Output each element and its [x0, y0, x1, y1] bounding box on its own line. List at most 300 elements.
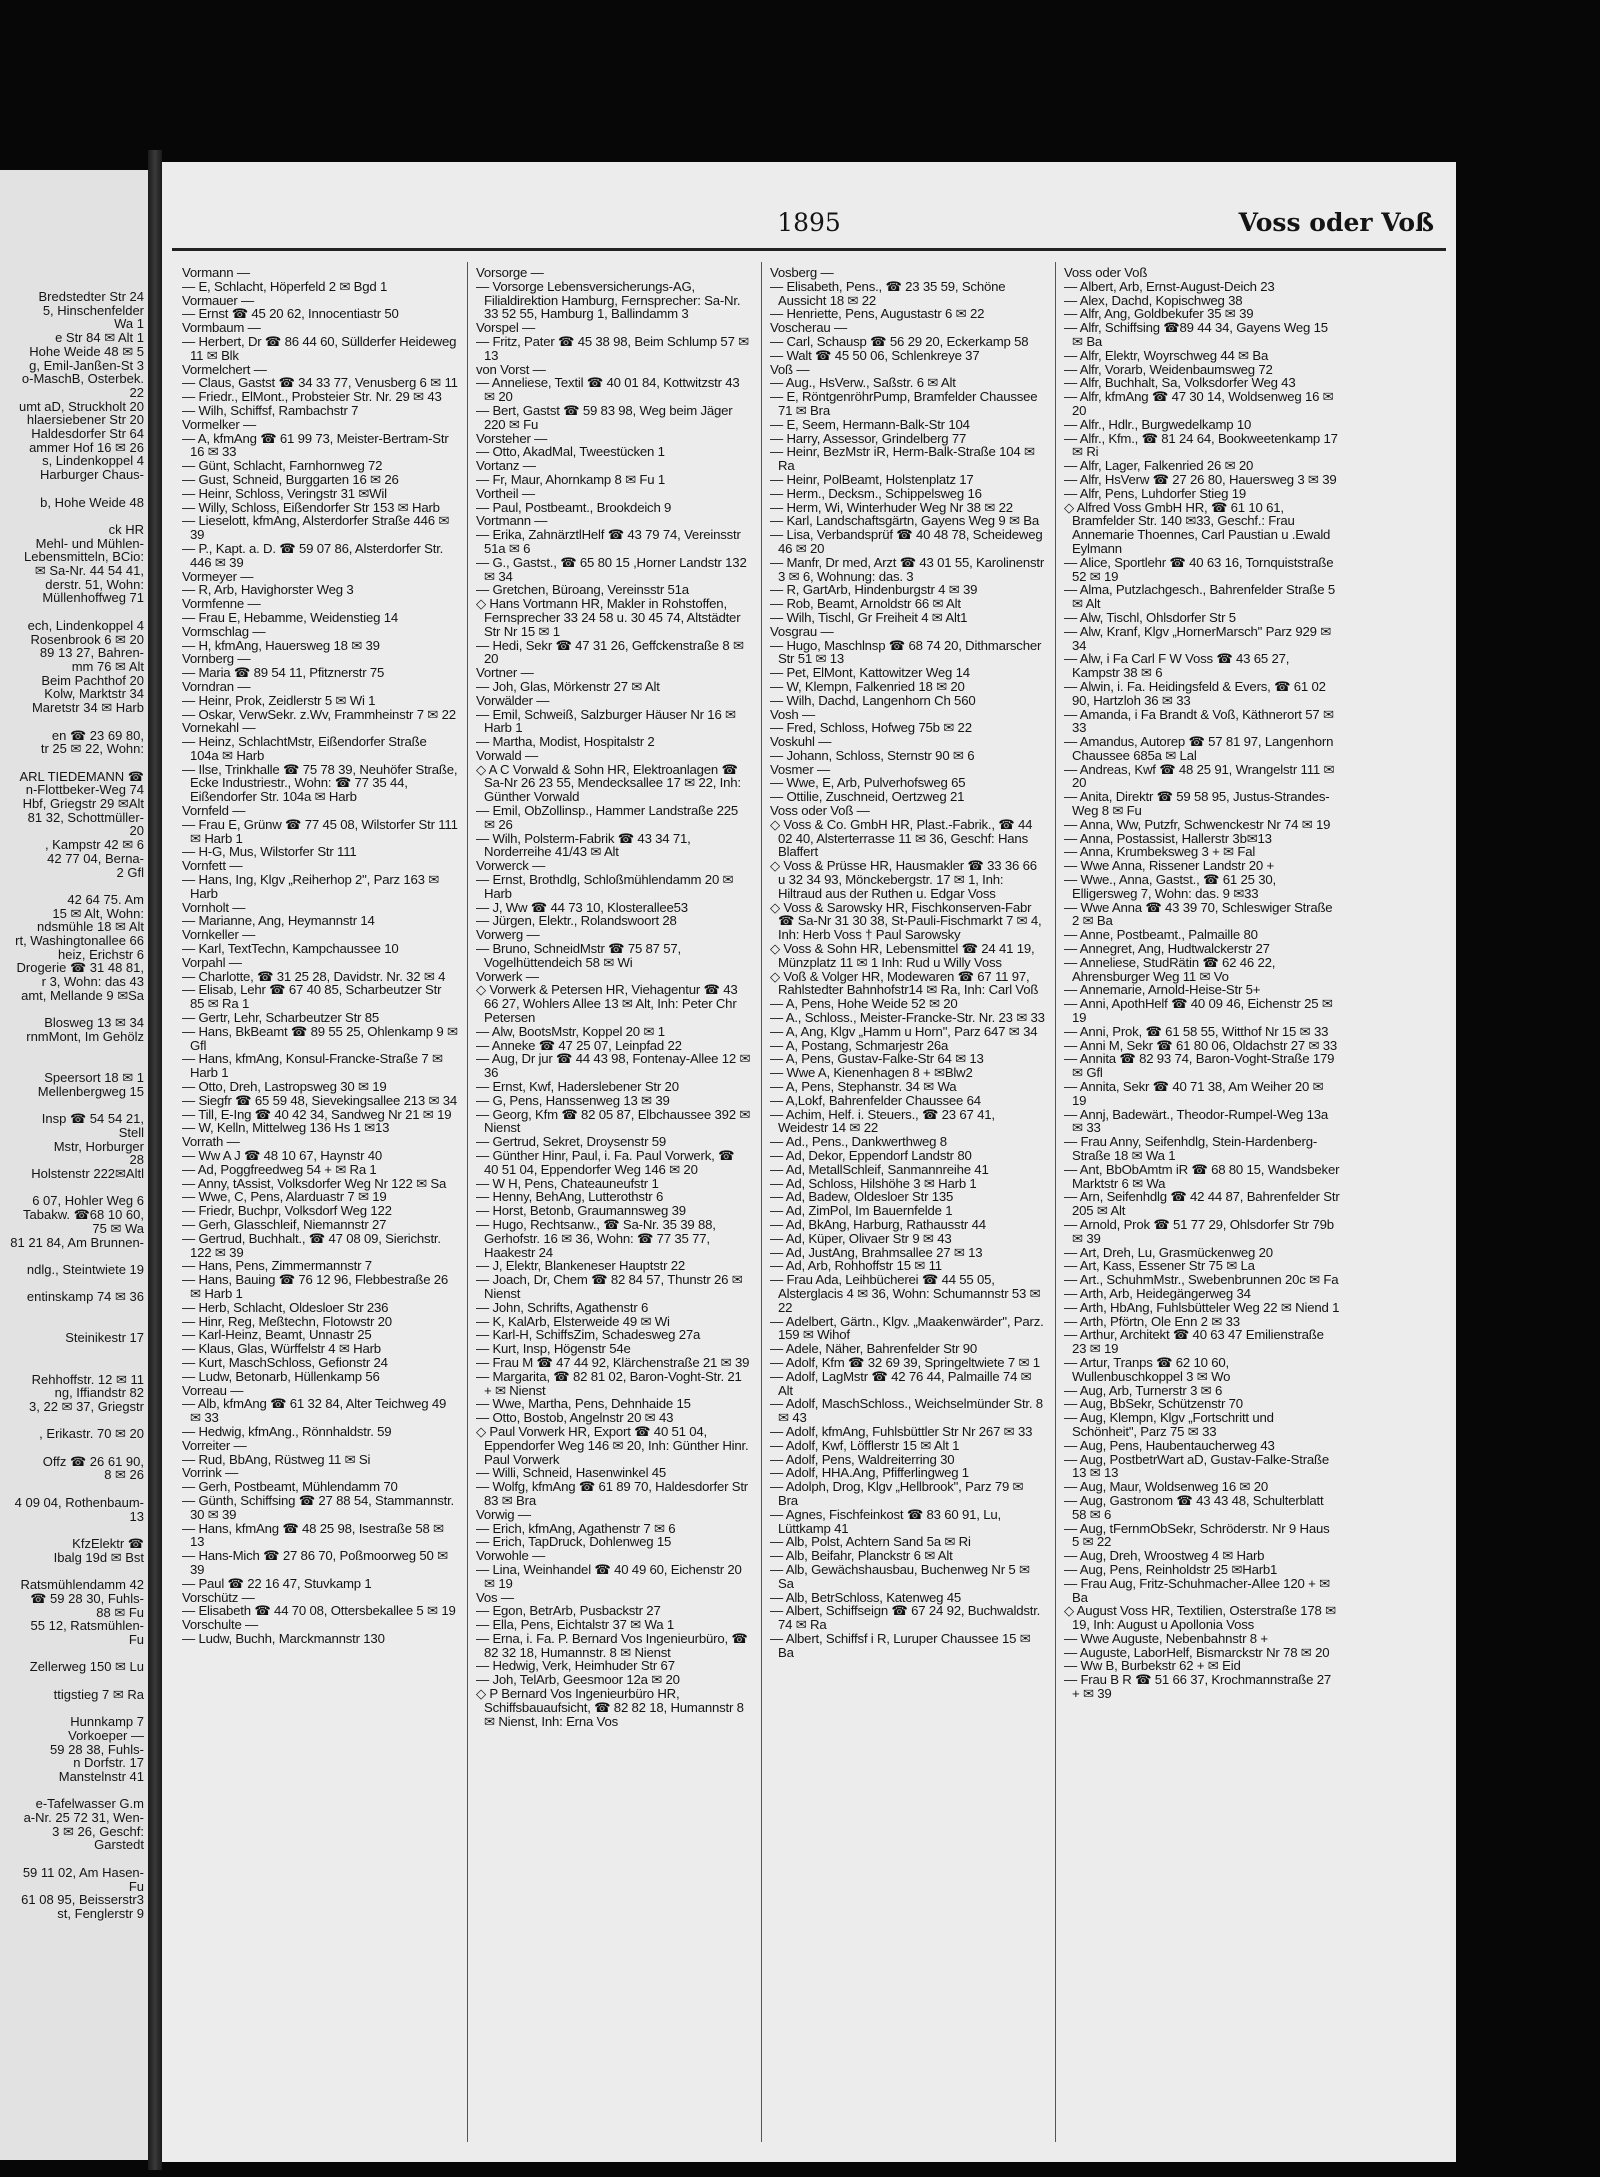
directory-entry: — Karl-H, SchiffsZim, Schadesweg 27a	[476, 1327, 701, 1343]
directory-entry: — Heinz, SchlachtMstr, Eißendorfer Straße 104a ✉ Harb	[182, 734, 431, 763]
directory-entry: — R, Arb, Havighorster Weg 3	[182, 582, 354, 598]
left-page-line	[0, 482, 144, 496]
directory-entry: — Otto, Bostob, Angelnstr 20 ✉ 43	[476, 1410, 674, 1426]
left-page-line: 5, Hinschenfelder	[42, 302, 144, 318]
directory-entry: — Arth, Arb, Heidegängerweg 34	[1064, 1285, 1251, 1301]
left-page-line	[0, 509, 144, 523]
left-page-line: ndlg., Steintwiete 19	[26, 1261, 144, 1277]
directory-entry: — Alice, Sportlehr ☎ 40 63 16, Tornquiststraße 52 ✉ 19	[1064, 554, 1337, 584]
left-page-line: , Erikastr. 70 ✉ 20	[39, 1426, 144, 1442]
directory-entry: — Elisabeth ☎ 44 70 08, Ottersbekallee 5 ✉ 19	[182, 1603, 456, 1619]
directory-entry: — Friedr., ElMont., Probsteier Str. Nr. 29 ✉ 43	[182, 389, 442, 405]
directory-entry: — Alb, Beifahr, Planckstr 6 ✉ Alt	[770, 1548, 953, 1564]
directory-entry: — Ella, Pens, Eichtalstr 37 ✉ Wa 1	[476, 1617, 674, 1633]
directory-entry: — Oskar, VerwSekr. z.Wv, Frammheinstr 7 ✉ 22	[182, 706, 456, 722]
directory-entry: — G, Pens, Hanssenweg 13 ✉ 39	[476, 1092, 670, 1108]
surname-heading: Vorspel —	[476, 320, 536, 336]
directory-entry: — Wilh, Dachd, Langenhorn Ch 560	[770, 692, 976, 708]
directory-entry: — Günther Hinr, Paul, i. Fa. Paul Vorwerk, ☎ 40 51 04, Eppendorfer Weg 146 ✉ 20	[476, 1148, 738, 1177]
directory-entry: — Lieselott, kfmAng, Alsterdorfer Straße 446 ✉ 39	[182, 513, 453, 543]
left-page-line	[0, 1414, 144, 1428]
surname-heading: von Vorst —	[476, 361, 546, 377]
directory-entry: — Maria ☎ 89 54 11, Pfitznerstr 75	[182, 665, 385, 681]
directory-entry: — Ad, BkAng, Harburg, Rathausstr 44	[770, 1216, 986, 1232]
directory-entry: — Siegfr ☎ 65 59 48, Sievekingsallee 213 ✉ 34	[182, 1092, 458, 1108]
directory-entry: — Alfr, Ang, Goldbekufer 35 ✉ 39	[1064, 306, 1254, 322]
left-page-line: g, Emil-Janßen-St 3	[29, 357, 144, 373]
directory-entry: — Hans, kfmAng, Konsul-Francke-Straße 7 ✉ Harb 1	[182, 1051, 447, 1081]
directory-entry: — Marianne, Ang, Heymannstr 14	[182, 913, 375, 929]
directory-entry: — Annemarie, Arnold-Heise-Str 5+	[1064, 982, 1261, 998]
column-4	[1064, 265, 1344, 1702]
left-page-line: rnmMont, Im Gehölz	[26, 1028, 144, 1044]
directory-entry: — E, Schlacht, Höperfeld 2 ✉ Bgd 1	[182, 278, 388, 294]
directory-entry: — Arthur, Architekt ☎ 40 63 47 Emilienstraße 23 ✉ 19	[1064, 1327, 1328, 1357]
directory-entry: — Hedi, Sekr ☎ 47 31 26, Geffckenstraße 8 ✉ 20	[476, 637, 748, 667]
left-page-line: Manstelnstr 41	[58, 1768, 144, 1784]
directory-entry: — Otto, Dreh, Lastropsweg 30 ✉ 19	[182, 1079, 387, 1095]
directory-entry: — Otto, AkadMal, Tweestücken 1	[476, 444, 665, 460]
directory-entry: — Aug, Dr jur ☎ 44 43 98, Fontenay-Allee 12 ✉ 36	[476, 1051, 754, 1081]
left-page-line: Offz ☎ 26 61 90,	[42, 1453, 144, 1469]
surname-heading: Vormann —	[182, 265, 250, 280]
left-page-line: 81 21 84, Am Brunnen-	[10, 1234, 144, 1250]
directory-entry: — Hinr, Reg, Meßtechn, Flotowstr 20	[182, 1313, 392, 1329]
directory-entry: — Paul ☎ 22 16 47, Stuvkamp 1	[182, 1575, 372, 1591]
left-page-line: Fu	[128, 1631, 144, 1647]
left-page-line: 2 Gfl	[116, 864, 144, 880]
surname-heading: Vorwohle —	[476, 1548, 546, 1564]
left-page-line	[0, 1701, 144, 1715]
directory-entry: — Ad, ZimPol, Im Bauernfelde 1	[770, 1203, 953, 1219]
directory-entry: ◇ Voss & Sohn HR, Lebensmittel ☎ 24 41 19, Münzplatz 11 ✉ 1 Inh: Rud u Willy Voss	[770, 941, 1038, 970]
surname-heading: Vorsteher —	[476, 430, 548, 446]
book-gutter	[148, 150, 162, 2170]
directory-entry: — W H, Pens, Chateauneufstr 1	[476, 1175, 659, 1191]
surname-heading: Vorrath —	[182, 1134, 240, 1150]
left-page-line: 28	[129, 1152, 144, 1168]
directory-entry: — Horst, Betonb, Graumannsweg 39	[476, 1203, 686, 1219]
directory-entry: — Annegret, Ang, Hudtwalckerstr 27	[1064, 941, 1270, 957]
left-page-line: Hbf, Griegstr 29 ✉Alt	[22, 796, 144, 812]
directory-entry: — Albert, Schiffseign ☎ 67 24 92, Buchwaldstr. 74 ✉ Ra	[770, 1603, 1044, 1633]
left-page-line: 13	[129, 1508, 144, 1524]
left-page-line: ndsmühle 18 ✉ Alt	[36, 919, 144, 935]
surname-heading: Voscherau —	[770, 320, 847, 336]
directory-entry: — Albert, Arb, Ernst-August-Deich 23	[1064, 278, 1275, 294]
directory-entry: — Hugo, Maschlnsp ☎ 68 74 20, Dithmarscher Str 51 ✉ 13	[770, 637, 1045, 667]
directory-entry: — A, kfmAng ☎ 61 99 73, Meister-Bertram-Str 16 ✉ 33	[182, 430, 453, 460]
directory-entry: — Herm., Decksm., Schippelsweg 16	[770, 485, 982, 501]
left-page-line	[0, 879, 144, 893]
directory-entry: — Vorsorge Lebensversicherungs-AG, Filialdirektion Hamburg, Fernsprecher: Sa-Nr. 33 52 55, Hamburg 1, Ballindamm 3	[476, 278, 744, 322]
surname-heading: Vortmann —	[476, 513, 548, 529]
left-page-line: Mehl- und Mühlen-	[35, 535, 144, 551]
left-page-line	[0, 1003, 144, 1017]
directory-entry: — Frau M ☎ 47 44 92, Klärchenstraße 21 ✉ 39	[476, 1354, 750, 1370]
left-page-line: e-Tafelwasser G.m	[35, 1796, 144, 1812]
directory-entry: — W, Kelln, Mittelweg 136 Hs 1 ✉13	[182, 1120, 390, 1136]
left-page-line	[0, 1345, 144, 1359]
directory-entry: — A, Ang, Klgv „Hamm u Horn", Parz 647 ✉ 34	[770, 1023, 1038, 1039]
surname-heading: Vos —	[476, 1589, 514, 1605]
directory-entry: — Art, Dreh, Lu, Grasmückenweg 20	[1064, 1244, 1273, 1260]
left-page-line: 89 13 27, Bahren-	[39, 645, 144, 661]
left-page-line	[0, 1318, 144, 1332]
column-divider	[467, 262, 468, 2142]
column-2	[476, 266, 752, 1728]
directory-entry: — Heinr, Prok, Zeidlerstr 5 ✉ Wi 1	[182, 692, 376, 708]
left-page-line: Ratsmühlendamm 42	[20, 1577, 144, 1593]
directory-entry: — Anneliese, StudRätin ☎ 62 46 22, Ahrensburger Weg 11 ✉ Vo	[1064, 954, 1278, 984]
directory-entry: — Frau E, Hebamme, Weidenstieg 14	[182, 609, 398, 625]
directory-entry: — Wwe Anna ☎ 43 39 70, Schleswiger Straße 2 ✉ Ba	[1064, 899, 1336, 929]
left-page-line: , Kampstr 42 ✉ 6	[44, 837, 144, 853]
directory-entry: — Wilh, Polsterm-Fabrik ☎ 43 34 71, Norderreihe 41/43 ✉ Alt	[476, 830, 695, 860]
left-page-line: hlaersiebener Str 20	[26, 412, 144, 428]
directory-entry: — Ernst ☎ 45 20 62, Innocentiastr 50	[182, 306, 399, 322]
left-page-line: heiz, Erichstr 6	[58, 946, 144, 962]
directory-entry: — Alma, Putzlachgesch., Bahrenfelder Straße 5 ✉ Alt	[1064, 582, 1339, 612]
directory-entry: — Adolf, Pens, Waldreiterring 30	[770, 1451, 955, 1467]
directory-entry: — Herb, Schlacht, Oldesloer Str 236	[182, 1299, 389, 1315]
directory-entry: — Anita, Direktr ☎ 59 58 95, Justus-Strandes-Weg 8 ✉ Fu	[1064, 789, 1330, 819]
surname-heading: Vorschütz —	[182, 1589, 255, 1605]
left-page-line: ARL TIEDEMANN ☎	[19, 768, 144, 784]
directory-entry: — R, GartArb, Hindenburgstr 4 ✉ 39	[770, 582, 978, 598]
left-page-line	[0, 1098, 144, 1112]
directory-entry: — Arth, Pförtn, Ole Enn 2 ✉ 33	[1064, 1313, 1240, 1329]
directory-entry: — Annj, Badewärt., Theodor-Rumpel-Weg 13a ✉ 33	[1064, 1106, 1332, 1136]
column-3	[770, 266, 1046, 1659]
directory-entry: — Karl, Landschaftsgärtn, Gayens Weg 9 ✉ Ba	[770, 513, 1040, 529]
surname-heading: Vormschlag —	[182, 623, 266, 639]
directory-entry: — Ant, BbObAmtm iR ☎ 68 80 15, Wandsbeker Marktstr 6 ✉ Wa	[1064, 1161, 1343, 1191]
directory-entry: — J, Elektr, Blankeneser Hauptstr 22	[476, 1258, 686, 1274]
directory-entry: — Emil, Schweiß, Salzburger Häuser Nr 16 ✉ Harb 1	[476, 706, 740, 736]
left-page-line	[0, 1564, 144, 1578]
directory-entry: — Ilse, Trinkhalle ☎ 75 78 39, Neuhöfer Straße, Ecke Industriestr., Wohn: ☎ 77 35 44, Eißendorfer Str. 104a ✉ Harb	[182, 761, 461, 805]
left-page-line	[0, 1482, 144, 1496]
left-page-line: Wa 1	[114, 316, 144, 332]
directory-entry: — Emil, ObZollinsp., Hammer Landstraße 225 ✉ 26	[476, 803, 742, 832]
directory-entry: — Alfr, Pens, Luhdorfer Stieg 19	[1064, 485, 1246, 501]
directory-entry: — Georg, Kfm ☎ 82 05 87, Elbchaussee 392 ✉ Nienst	[476, 1106, 754, 1136]
directory-entry: — A., Schloss., Meister-Francke-Str. Nr. 23 ✉ 33	[770, 1010, 1045, 1026]
left-page-line: 22	[129, 384, 144, 400]
column-divider	[1055, 262, 1056, 2142]
directory-entry: — Fritz, Pater ☎ 45 38 98, Beim Schlump 57 ✉ 13	[476, 333, 753, 363]
directory-entry: — Egon, BetrArb, Pusbackstr 27	[476, 1603, 661, 1619]
left-page-line: n-Flottbeker-Weg 74	[25, 782, 144, 798]
directory-entry: — Frau E, Grünw ☎ 77 45 08, Wilstorfer Str 111 ✉ Harb 1	[182, 816, 462, 846]
directory-entry: — Ad, JustAng, Brahmsallee 27 ✉ 13	[770, 1244, 983, 1260]
directory-entry: — Anni, ApothHelf ☎ 40 09 46, Eichenstr 25 ✉ 19	[1064, 996, 1337, 1026]
left-page-line: s, Lindenkoppel 4	[42, 453, 144, 469]
left-page-line: o-MaschB, Osterbek.	[21, 371, 144, 387]
directory-entry: — Alw, Tischl, Ohlsdorfer Str 5	[1064, 609, 1236, 625]
left-page-line: entinskamp 74 ✉ 36	[26, 1289, 144, 1305]
directory-entry: — Hans, Pens, Zimmermannstr 7	[182, 1258, 372, 1274]
directory-entry: — Harry, Assessor, Grindelberg 77	[770, 430, 967, 446]
directory-entry: — Alfr, Elektr, Woyrschweg 44 ✉ Ba	[1064, 347, 1269, 363]
directory-entry: — Anni M, Sekr ☎ 61 80 06, Oldachstr 27 ✉ 33	[1064, 1037, 1338, 1053]
directory-entry: — Aug, BbSekr, Schützenstr 70	[1064, 1396, 1243, 1412]
left-page-line: KfzElektr ☎	[72, 1535, 144, 1551]
directory-entry: — Adele, Näher, Bahrenfelder Str 90	[770, 1341, 978, 1357]
left-page-line	[0, 1784, 144, 1798]
directory-entry: — Wwe, Martha, Pens, Dehnhaide 15	[476, 1396, 691, 1412]
left-page-line	[0, 1181, 144, 1195]
left-page-line: r 3, Wohn: das 43	[41, 974, 144, 990]
directory-entry: — Adolf, HHA.Ang, Pfifferlingweg 1	[770, 1465, 969, 1481]
running-head: Voss oder Voß	[1238, 208, 1434, 237]
directory-entry: ◇ Voß & Volger HR, Modewaren ☎ 67 11 97, Rahlstedter Bahnhofstr14 ✉ Ra, Inh: Carl Voß	[770, 968, 1039, 998]
directory-entry: — Aug, PostbetrWart aD, Gustav-Falke-Straße 13 ✉ 13	[1064, 1451, 1333, 1481]
directory-entry: — Ernst, Brothdlg, Schloßmühlendamm 20 ✉ Harb	[476, 872, 737, 901]
directory-entry: — Hans, Ing, Klgv „Reiherhop 2", Parz 163 ✉ Harb	[182, 872, 443, 901]
directory-entry: — Annita ☎ 82 93 74, Baron-Voght-Straße 179 ✉ Gfl	[1064, 1051, 1338, 1081]
surname-heading: Vorndran —	[182, 678, 251, 694]
directory-entry: — Ludw, Betonarb, Hüllenkamp 56	[182, 1368, 380, 1384]
left-page-line: Fu	[128, 1878, 144, 1894]
directory-entry: — Pet, ElMont, Kattowitzer Weg 14	[770, 665, 970, 681]
left-page-line: Insp ☎ 54 54 21,	[41, 1111, 144, 1127]
directory-entry: — Gust, Schneid, Burggarten 16 ✉ 26	[182, 471, 399, 487]
directory-entry: ◇ Voss & Prüsse HR, Hausmakler ☎ 33 36 66 u 32 34 93, Mönckebergstr. 17 ✉ 1, Inh: Hiltraud aus der Ruthen u. Edgar Voss	[770, 858, 1041, 901]
directory-entry: — Herbert, Dr ☎ 86 44 60, Süllderfer Heideweg 11 ✉ Blk	[182, 333, 460, 363]
left-page-line: Rosenbrook 6 ✉ 20	[30, 631, 144, 647]
surname-heading: Vorreau —	[182, 1382, 244, 1398]
left-page-line	[0, 605, 144, 619]
left-page-line	[0, 1647, 144, 1661]
left-page-line: Bredstedter Str 24	[38, 289, 144, 304]
directory-entry: — Elisabeth, Pens., ☎ 23 35 59, Schöne Aussicht 18 ✉ 22	[770, 278, 1009, 308]
directory-entry: — Claus, Gastst ☎ 34 33 77, Venusberg 6 ✉ 11	[182, 375, 458, 391]
surname-heading: Vornkeller —	[182, 927, 256, 943]
directory-entry: — E, RöntgenröhrPump, Bramfelder Chaussee 71 ✉ Bra	[770, 389, 1041, 418]
directory-entry: — Joach, Dr, Chem ☎ 82 84 57, Thunstr 26 ✉ Nienst	[476, 1272, 747, 1301]
left-page-line: umt aD, Struckholt 20	[19, 398, 144, 414]
left-page-line	[0, 756, 144, 770]
directory-entry: — A, Pens, Hohe Weide 52 ✉ 20	[770, 996, 958, 1012]
directory-entry: ◇ A C Vorwald & Sohn HR, Elektroanlagen ☎ Sa-Nr 26 23 55, Mendecksallee 17 ✉ 22, Inh: Günther Vorwald	[476, 761, 745, 805]
left-page-line: 81 32, Schottmüller-	[27, 809, 144, 825]
header-rule	[172, 248, 1446, 251]
directory-entry: — Bruno, SchneidMstr ☎ 75 87 57, Vogelhüttendeich 58 ✉ Wi	[476, 941, 685, 970]
directory-entry: — Alb, Gewächshausbau, Buchenweg Nr 5 ✉ Sa	[770, 1561, 1034, 1591]
left-page-line: rt, Washingtonallee 66	[15, 933, 144, 949]
directory-entry: — Wwe A, Kienenhagen 8 + ✉Blw2	[770, 1065, 973, 1081]
directory-entry: — Arth, HbAng, Fuhlsbütteler Weg 22 ✉ Niend 1	[1064, 1299, 1340, 1315]
directory-entry: — Till, E-Ing ☎ 40 42 34, Sandweg Nr 21 ✉ 19	[182, 1106, 452, 1122]
left-page-line: Kolw, Marktstr 34	[44, 686, 144, 702]
directory-entry: ◇ Voss & Sarowsky HR, Fischkonserven-Fabr ☎ Sa-Nr 31 30 38, St-Pauli-Fischmarkt 7 ✉ 4, Inh: Herb Voss † Paul Sarowsky	[770, 899, 1045, 943]
directory-entry: — Elisab, Lehr ☎ 67 40 85, Scharbeutzer Str 85 ✉ Ra 1	[182, 982, 445, 1012]
directory-entry: — John, Schrifts, Agathenstr 6	[476, 1299, 649, 1315]
directory-entry: — Annita, Sekr ☎ 40 71 38, Am Weiher 20 ✉ 19	[1064, 1079, 1327, 1108]
directory-entry: — Aug, Dreh, Wroostweg 4 ✉ Harb	[1064, 1548, 1265, 1564]
left-page-line	[0, 1441, 144, 1455]
directory-entry: — Willy, Schloss, Eißendorfer Str 153 ✉ Harb	[182, 499, 440, 515]
directory-entry: — Ad, Poggfreedweg 54 + ✉ Ra 1	[182, 1161, 377, 1177]
directory-entry: — P., Kapt. a. D. ☎ 59 07 86, Alsterdorfer Str. 446 ✉ 39	[182, 540, 447, 570]
left-page-line	[0, 1304, 144, 1318]
directory-entry: — Ottilie, Zuschneid, Oertzweg 21	[770, 789, 965, 805]
directory-entry: — Aug, Gastronom ☎ 43 43 48, Schulterblatt 58 ✉ 6	[1064, 1492, 1327, 1522]
directory-entry: — Joh, TelArb, Geesmoor 12a ✉ 20	[476, 1672, 680, 1688]
directory-entry: — A, Pens, Stephanstr. 34 ✉ Wa	[770, 1079, 957, 1095]
left-page-line: 42 64 75. Am	[67, 891, 144, 907]
directory-entry: — Albert, Schiffsf i R, Luruper Chaussee 15 ✉ Ba	[770, 1630, 1035, 1660]
directory-entry: — Gerh, Glasschleif, Niemannstr 27	[182, 1216, 387, 1232]
directory-entry: — Anna, Postassist, Hallerstr 3b✉13	[1064, 830, 1272, 846]
left-page-line: mm 76 ✉ Alt	[71, 658, 144, 674]
left-page-line: Zellerweg 150 ✉ Lu	[29, 1659, 144, 1675]
left-page-line: 42 77 04, Berna-	[47, 850, 144, 866]
directory-entry: — E, Seem, Hermann-Balk-Str 104	[770, 416, 970, 432]
directory-entry: — Aug., HsVerw., Saßstr. 6 ✉ Alt	[770, 375, 956, 391]
left-page-line: Maretstr 34 ✉ Harb	[31, 700, 144, 716]
column-1	[182, 265, 462, 1646]
left-page-line: Harburger Chaus-	[39, 467, 144, 483]
directory-entry: — Hans, Bauing ☎ 76 12 96, Flebbestraße 26 ✉ Harb 1	[182, 1272, 452, 1301]
directory-entry: — Frau Anny, Seifenhdlg, Stein-Hardenberg-Straße 18 ✉ Wa 1	[1064, 1134, 1318, 1163]
left-page-line: amt, Mellande 9 ✉Sa	[21, 987, 144, 1003]
directory-entry: ◇ Paul Vorwerk HR, Export ☎ 40 51 04, Eppendorfer Weg 146 ✉ 20, Inh: Günther Hinr. Paul Vorwerk	[476, 1423, 752, 1467]
directory-entry: — Heinr, Schloss, Veringstr 31 ✉Wil	[182, 485, 387, 501]
directory-entry: — Martha, Modist, Hospitalstr 2	[476, 734, 655, 750]
directory-entry: — A, Postang, Schmarjestr 26a	[770, 1037, 949, 1053]
left-page-line	[0, 1359, 144, 1373]
directory-entry: — Günt, Schlacht, Farnhornweg 72	[182, 458, 383, 474]
directory-entry: — Alw, BootsMstr, Koppel 20 ✉ 1	[476, 1023, 665, 1039]
surname-heading: Vorwald —	[476, 747, 538, 763]
directory-entry: — Agnes, Fischfeinkost ☎ 83 60 91, Lu, Lüttkamp 41	[770, 1506, 1005, 1536]
directory-entry: — Anneliese, Textil ☎ 40 01 84, Kottwitzstr 43 ✉ 20	[476, 375, 744, 405]
surname-heading: Voss oder Voß	[1064, 265, 1148, 280]
directory-entry: — Adelbert, Gärtn., Klgv. „Maakenwärder", Parz. 159 ✉ Wihof	[770, 1313, 1048, 1343]
directory-entry: — Alfr, HsVerw ☎ 27 26 80, Hauersweg 3 ✉ 39	[1064, 471, 1337, 487]
directory-entry: — Andreas, Kwf ☎ 48 25 91, Wrangelstr 111 ✉ 20	[1064, 761, 1338, 791]
directory-entry: — Hedwig, kfmAng., Rönnhaldstr. 59	[182, 1423, 392, 1439]
directory-entry: — Anne, Postbeamt., Palmaille 80	[1064, 927, 1258, 943]
directory-entry: — J, Ww ☎ 44 73 10, Klosterallee53	[476, 899, 688, 915]
surname-heading: Vosh —	[770, 706, 815, 722]
directory-entry: — Anna, Ww, Putzfr, Schwenckestr Nr 74 ✉ 19	[1064, 816, 1331, 832]
surname-heading: Vormfenne —	[182, 596, 261, 612]
left-page-line: Hunnkamp 7	[70, 1714, 144, 1730]
directory-entry: — Adolf, Kfm ☎ 32 69 39, Springeltwiete 7 ✉ 1	[770, 1354, 1040, 1370]
directory-entry: ◇ August Voss HR, Textilien, Osterstraße 178 ✉ 19, Inh: August u Apollonia Voss	[1064, 1603, 1340, 1633]
directory-entry: — Ad, Dekor, Eppendorf Landstr 80	[770, 1148, 972, 1163]
left-page-line: Lebensmitteln, BCio:	[24, 549, 144, 565]
left-page-fragment	[0, 170, 148, 2160]
directory-entry: — Wwe., Anna, Gastst., ☎ 61 25 30, Elligersweg 7, Wohn: das. 9 ✉33	[1064, 872, 1280, 901]
directory-entry: — Erika, ZahnärztlHelf ☎ 43 79 74, Vereinsstr 51a ✉ 6	[476, 527, 745, 556]
left-page-line: Rehhoffstr. 12 ✉ 11	[31, 1371, 144, 1387]
directory-entry: — Kurt, MaschSchloss, Gefionstr 24	[182, 1354, 388, 1370]
left-page-line: tr 25 ✉ 22, Wohn:	[40, 741, 144, 757]
directory-entry: — Aug, Maur, Woldsenweg 16 ✉ 20	[1064, 1479, 1269, 1495]
surname-heading: Vosmer —	[770, 761, 830, 777]
surname-heading: Vorpahl —	[182, 954, 242, 970]
left-page-line	[0, 1852, 144, 1866]
left-page-line: 3, 22 ✉ 37, Griegstr	[29, 1398, 144, 1414]
left-page-line: 4 09 04, Rothenbaum-	[14, 1494, 144, 1510]
directory-entry: ◇ Vorwerk & Petersen HR, Viehagentur ☎ 43 66 27, Wohlers Allee 13 ✉ Alt, Inh: Peter Chr Petersen	[476, 982, 741, 1026]
directory-entry: — Wwe Auguste, Nebenbahnstr 8 +	[1064, 1630, 1268, 1646]
directory-entry: — Gretchen, Büroang, Vereinsstr 51a	[476, 582, 689, 598]
left-page-line: Garstedt	[94, 1837, 144, 1853]
left-page-line	[0, 1523, 144, 1537]
directory-entry: — Wolfg, kfmAng ☎ 61 89 70, Haldesdorfer Str 83 ✉ Bra	[476, 1479, 752, 1508]
directory-entry: — Erich, kfmAng, Agathenstr 7 ✉ 6	[476, 1520, 676, 1536]
left-page-text	[0, 290, 144, 1921]
directory-entry: — Adolf, MaschSchloss., Weichselmünder Str. 8 ✉ 43	[770, 1396, 1047, 1426]
surname-heading: Vormauer —	[182, 292, 255, 308]
left-page-line: 59 11 02, Am Hasen-	[22, 1864, 144, 1880]
directory-entry: — Amanda, i Fa Brandt & Voß, Käthnerort 57 ✉ 33	[1064, 706, 1338, 736]
directory-entry: — Heinr, PolBeamt, Holstenplatz 17	[770, 471, 974, 487]
directory-entry: — Bert, Gastst ☎ 59 83 98, Weg beim Jäger 220 ✉ Fu	[476, 402, 736, 432]
directory-entry: — H-G, Mus, Wilstorfer Str 111	[182, 844, 357, 860]
left-page-line	[0, 1249, 144, 1263]
directory-entry: — Art., SchuhmMstr., Swebenbrunnen 20c ✉ Fa	[1064, 1272, 1339, 1288]
directory-entry: — Erich, TapDruck, Dohlenweg 15	[476, 1534, 672, 1550]
directory-entry: — Wwe, E, Arb, Pulverhofsweg 65	[770, 775, 966, 791]
directory-entry: ◇ Hans Vortmann HR, Makler in Rohstoffen, Fernsprecher 33 24 58 u. 30 45 74, Altstädter Str Nr 15 ✉ 1	[476, 596, 744, 639]
directory-entry: — Gertrud, Buchhalt., ☎ 47 08 09, Sierichstr. 122 ✉ 39	[182, 1230, 445, 1260]
directory-entry: — Amandus, Autorep ☎ 57 81 97, Langenhorn Chaussee 685a ✉ Lal	[1064, 734, 1337, 763]
directory-entry: — Ww A J ☎ 48 10 67, Haynstr 40	[182, 1148, 383, 1163]
directory-entry: — Aug, Pens, Haubentaucherweg 43	[1064, 1437, 1275, 1453]
directory-entry: — Carl, Schausp ☎ 56 29 20, Eckerkamp 58	[770, 333, 1029, 349]
left-page-line: Tabakw. ☎68 10 60,	[23, 1207, 144, 1223]
directory-entry: — Aug, Pens, Reinholdstr 25 ✉Harb1	[1064, 1561, 1278, 1577]
directory-entry: — Adolf, Kwf, Löfflerstr 15 ✉ Alt 1	[770, 1437, 960, 1453]
left-page-line: e Str 84 ✉ Alt 1	[55, 330, 144, 346]
directory-entry: — Klaus, Glas, Würffelstr 4 ✉ Harb	[182, 1341, 381, 1357]
directory-entry: — Ad., Pens., Dankwerthweg 8	[770, 1134, 947, 1150]
directory-entry: — Karl, TextTechn, Kampchaussee 10	[182, 941, 399, 957]
directory-entry: — K, KalArb, Elsterweide 49 ✉ Wi	[476, 1313, 670, 1329]
directory-entry: — Alfr, kfmAng ☎ 47 30 14, Woldsenweg 16 ✉ 20	[1064, 389, 1338, 418]
directory-entry: — Alw, i Fa Carl F W Voss ☎ 43 65 27, Kampstr 38 ✉ 6	[1064, 651, 1293, 681]
surname-heading: Vortheil —	[476, 485, 535, 501]
column-divider	[761, 262, 762, 2142]
directory-entry: — Wwe Anna, Rissener Landstr 20 +	[1064, 858, 1275, 874]
directory-entry: — Art, Kass, Essener Str 75 ✉ La	[1064, 1258, 1255, 1274]
left-page-line	[0, 1277, 144, 1291]
directory-entry: — Alfr, Lager, Falkenried 26 ✉ 20	[1064, 458, 1254, 474]
directory-entry: — Hedwig, Verk, Heimhuder Str 67	[476, 1658, 675, 1674]
directory-entry: — Aug, tFernmObSekr, Schröderstr. Nr 9 Haus 5 ✉ 22	[1064, 1520, 1333, 1550]
left-page-line: en ☎ 23 69 80,	[51, 727, 144, 743]
directory-entry: — Herm, Wi, Winterhuder Weg Nr 38 ✉ 22	[770, 499, 1013, 515]
directory-entry: — Achim, Helf. i. Steuers., ☎ 23 67 41, Weidestr 14 ✉ 22	[770, 1106, 999, 1136]
surname-heading: Vorwig —	[476, 1506, 531, 1522]
directory-entry: — Hugo, Rechtsanw., ☎ Sa-Nr. 35 39 88, Gerhofstr. 16 ✉ 36, Wohn: ☎ 77 35 77, Haakestr 24	[476, 1216, 720, 1260]
surname-heading: Vorwälder —	[476, 692, 550, 708]
directory-entry: — Anni, Prok, ☎ 61 58 55, Witthof Nr 15 ✉ 33	[1064, 1023, 1329, 1039]
left-page-line: ck HR	[108, 521, 144, 537]
left-page-line: Drogerie ☎ 31 48 81,	[16, 960, 144, 976]
directory-entry: — Fred, Schloss, Hofweg 75b ✉ 22	[770, 720, 972, 736]
left-page-line: Steinikestr 17	[65, 1330, 144, 1346]
directory-entry: — Margarita, ☎ 82 81 02, Baron-Voght-Str. 21 + ✉ Nienst	[476, 1368, 746, 1398]
directory-entry: — Aug, Klempn, Klgv „Fortschritt und Schönheit", Parz 75 ✉ 33	[1064, 1410, 1278, 1439]
